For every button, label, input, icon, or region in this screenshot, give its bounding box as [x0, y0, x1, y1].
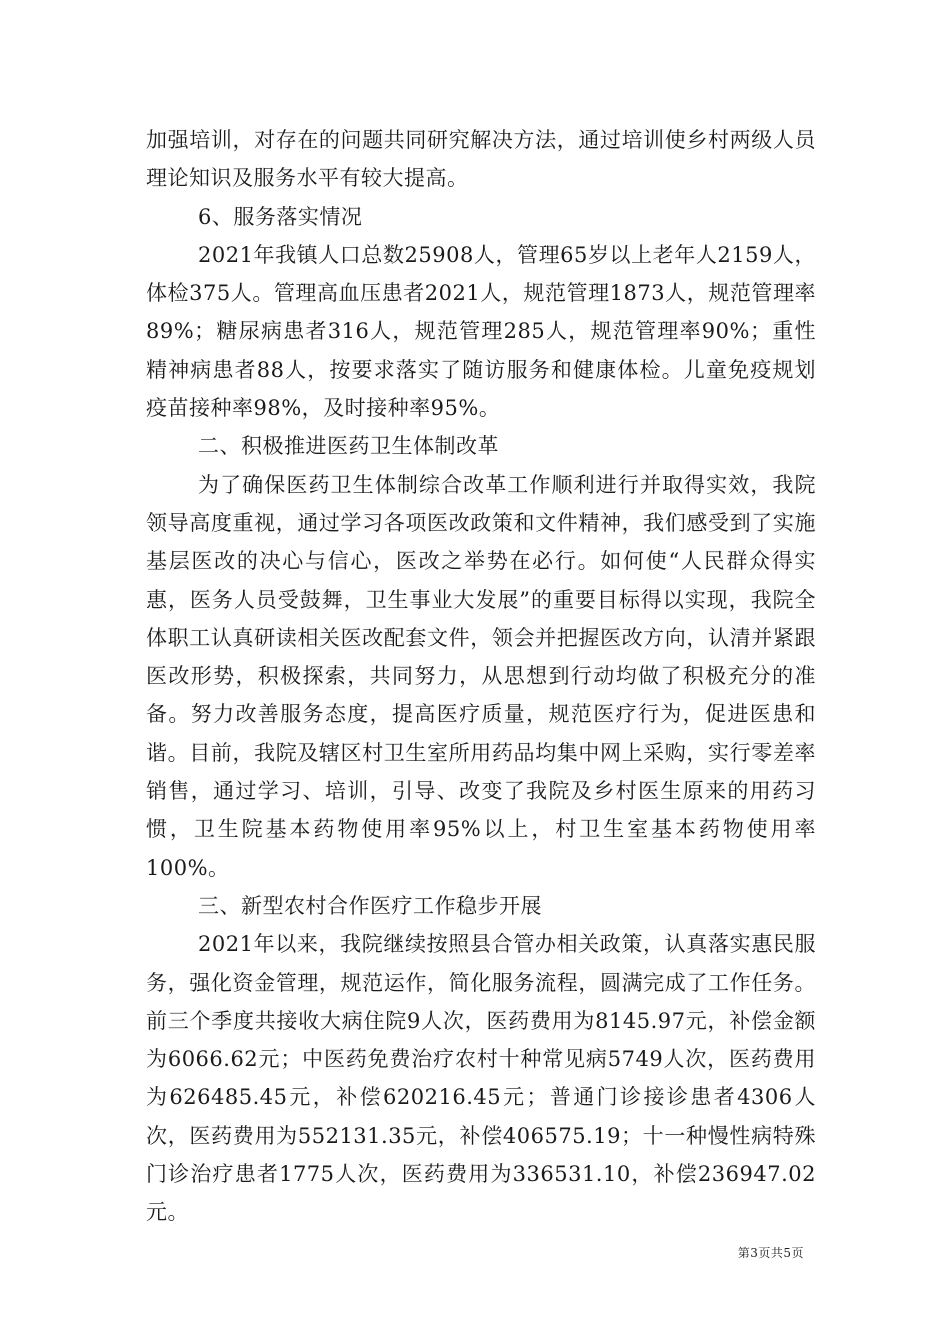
- paragraph-rural-cooperative-medical: 2021年以来，我院继续按照县合管办相关政策，认真落实惠民服务，强化资金管理，规范运作，简化服务流程，圆满完成了工作任务。前三个季度共接收大病住院9人次，医药费用为8145.97元，补偿金额为6066.62元；中医药免费治疗农村十种常见病5749人次，医药费用为626485.45元，补偿620216.45元；普通门诊接诊患者4306人次，医药费用为552131.35元，补偿406575.19；十一种慢性病特殊门诊治疗患者1775人次，医药费用为336531.10，补偿236947.02元。: [146, 932, 816, 1225]
- heading-medical-reform: 二、积极推进医药卫生体制改革: [198, 434, 499, 459]
- page-number: 第3页共5页: [737, 1246, 804, 1260]
- paragraph-service-statistics: 2021年我镇人口总数25908人，管理65岁以上老年人2159人，体检375人。管理高血压患者2021人，规范管理1873人，规范管理率89%；糖尿病患者316人，规范管理285人，规范管理率90%；重性精神病患者88人，按要求落实了随访服务和健康体检。儿童免疫规划疫苗接种率98%，及时接种率95%。: [146, 242, 816, 421]
- heading-rural-cooperative-medical: 三、新型农村合作医疗工作稳步开展: [198, 893, 542, 918]
- paragraph-medical-reform: 为了确保医药卫生体制综合改革工作顺利进行并取得实效，我院领导高度重视，通过学习各项医改政策和文件精神，我们感受到了实施基层医改的决心与信心，医改之举势在必行。如何使“人民群众得实惠，医务人员受鼓舞，卫生事业大发展”的重要目标得以实现，我院全体职工认真研读相关医改配套文件，领会并把握医改方向，认清并紧跟医改形势，积极探索，共同努力，从思想到行动均做了积极充分的准备。努力改善服务态度，提高医疗质量，规范医疗行为，促进医患和谐。目前，我院及辖区村卫生室所用药品均集中网上采购，实行零差率销售，通过学习、培训，引导、改变了我院及乡村医生原来的用药习惯，卫生院基本药物使用率95%以上，村卫生室基本药物使用率100%。: [146, 472, 816, 880]
- heading-service-implementation: 6、服务落实情况: [198, 204, 363, 229]
- paragraph-training: 加强培训，对存在的问题共同研究解决方法，通过培训使乡村两级人员理论知识及服务水平有较大提高。: [146, 128, 816, 191]
- document-body: [146, 121, 816, 1232]
